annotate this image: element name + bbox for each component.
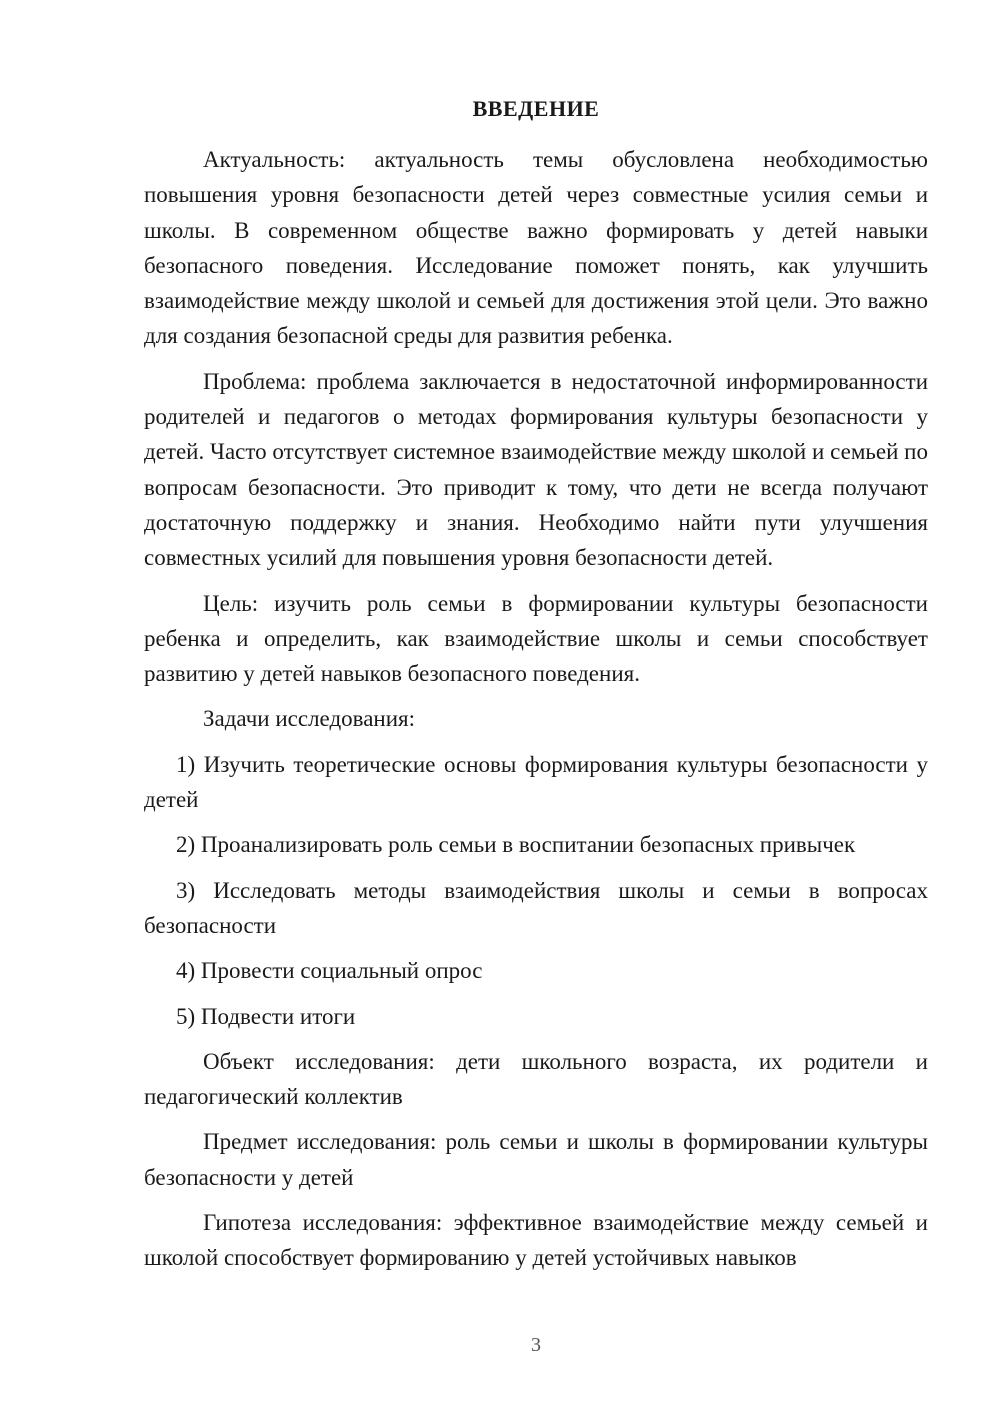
document-body (144, 142, 928, 1276)
problem-paragraph: Проблема: проблема заключается в недостаточной информированности родителей и педагогов о методах формирования культуры безопасности у детей. Часто отсутствует системное взаимодействие между школой и семьей по вопросам безопасности. Это приводит к тому, что дети не всегда получают достаточную поддержку и знания. Необходимо найти пути улучшения совместных усилий для повышения уровня безопасности детей. (144, 368, 928, 571)
relevance-paragraph: Актуальность: актуальность темы обусловлена необходимостью повышения уровня безопасности детей через совместные усилия семьи и школы. В современном обществе важно формировать у детей навыки безопасного поведения. Исследование поможет понять, как улучшить взаимодействие между школой и семьей для достижения этой цели. Это важно для создания безопасной среды для развития ребенка. (144, 147, 928, 349)
task-item: 3) Исследовать методы взаимодействия школы и семьи в вопросах безопасности (144, 877, 928, 938)
goal-paragraph: Цель: изучить роль семьи в формировании культуры безопасности ребенка и определить, как взаимодействие школы и семьи способствует развитию у детей навыков безопасного поведения. (144, 590, 928, 687)
page-number: 3 (531, 1334, 541, 1356)
task-item: 2) Проанализировать роль семьи в воспитании безопасных привычек (176, 832, 856, 858)
task-item: 4) Провести социальный опрос (176, 958, 483, 984)
tasks-heading: Задачи исследования: (203, 706, 416, 732)
subject-paragraph: Предмет исследования: роль семьи и школы в формировании культуры безопасности у детей (144, 1129, 928, 1190)
task-item: 5) Подвести итоги (176, 1003, 356, 1029)
object-paragraph: Объект исследования: дети школьного возраста, их родители и педагогический коллектив (144, 1048, 928, 1110)
page-title: ВВЕДЕНИЕ (472, 96, 600, 121)
hypothesis-paragraph: Гипотеза исследования: эффективное взаимодействие между семьей и школой способствует формированию у детей устойчивых навыков (144, 1210, 928, 1271)
task-item: 1) Изучить теоретические основы формирования культуры безопасности у детей (144, 751, 928, 813)
